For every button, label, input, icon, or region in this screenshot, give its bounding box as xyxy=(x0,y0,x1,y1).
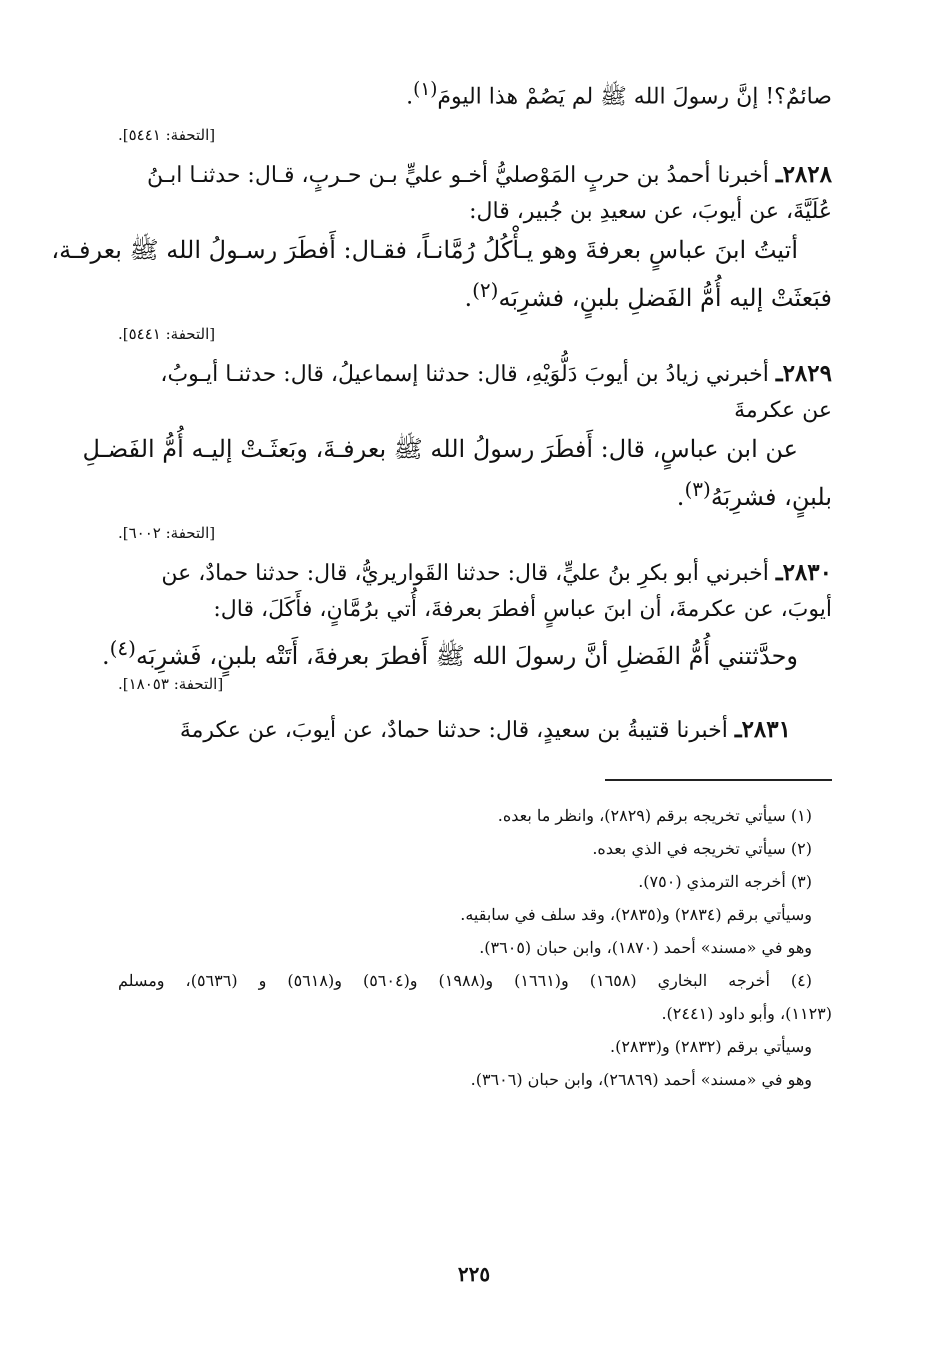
hadith-2829-matn-line: عن ابن عباسٍ، قال: أَفطَرَ رسولُ الله ﷺ بعرفـةَ، وبَعثَـتْ إليـه أُمُّ الفَضـلِ xyxy=(82,435,798,464)
footnote-4-line: (١١٢٣)، وأبو داود (٢٤٤١). xyxy=(661,1004,832,1024)
footnote-3: (٣) أخرجه الترمذي (٧٥٠). xyxy=(638,872,812,892)
hadith-2831-isnad-line xyxy=(118,712,832,749)
hadith-number: ٢٨٣٠ـ xyxy=(775,559,832,587)
hadith-2830-isnad-line xyxy=(118,555,832,592)
hadith-2828-matn-line: فبَعثَتْ إليه أُمُّ الفَضلِ بلبنٍ، فشرِبَه$^{(٢)}$. xyxy=(464,278,832,313)
hadith-2829-matn-line: بلبنٍ، فشرِبَهُ$^{(٣)}$. xyxy=(676,477,832,512)
tuhfa-reference: [التحفة: ٥٤٤١]. xyxy=(118,126,216,145)
hadith-number: ٢٨٣١ـ xyxy=(734,716,791,744)
footnotes xyxy=(118,799,832,1096)
text-line-content: أخبرنا أحمدُ بن حربٍ المَوْصليُّ أخـو عليٍّ بـن حـربٍ، قـال: حدثنـا ابـنُ xyxy=(146,163,769,189)
footnote-3-line: وهو في «مسند» أحمد (١٨٧٠)، وابن حبان (٣٦٠٥). xyxy=(479,938,812,958)
hadith-number: ٢٨٢٩ـ xyxy=(775,360,832,388)
text-line-content: وحدَّثتني أُمُّ الفَضلِ أنَّ رسولَ الله ﷺ أَفطرَ بعرفةَ، أَتَتْه بلبنٍ، فَشرِبَه xyxy=(135,642,798,671)
text-line-content: أخبرنا قتيبةُ بن سعيدٍ، قال: حدثنا حمادٌ، عن أيوبَ، عن عكرمةَ xyxy=(179,718,728,744)
hadith-2828-isnad-line xyxy=(118,157,832,194)
footnote-4-line: وسيأتي برقم (٢٨٣٢) و(٢٨٣٣). xyxy=(610,1037,812,1057)
footnote-1: (١) سيأتي تخريجه برقم (٢٨٢٩)، وانظر ما بعده. xyxy=(497,806,812,826)
text-line-content: صائمٌ؟! إنَّ رسولَ الله ﷺ لم يَصُمْ هذا اليومَ xyxy=(437,84,832,110)
hadith-2830-isnad-line: أيوبَ، عن عكرمةَ، أن ابنَ عباسٍ أفطرَ بعرفةَ، أُتي برُمَّانٍ، فأَكَلَ، قال: xyxy=(213,597,832,623)
footnote-ref[interactable]: (٤) xyxy=(109,636,136,661)
text-line-content: بلبنٍ، فشرِبَهُ xyxy=(710,483,832,512)
hadith-2830-matn-line: وحدَّثتني أُمُّ الفَضلِ أنَّ رسولَ الله ﷺ أَفطرَ بعرفةَ، أَتَتْه بلبنٍ، فَشرِبَه$^{(٤)}$. xyxy=(101,636,798,671)
text-line-content: أخبرني أبو بكرِ بنُ عليٍّ، قال: حدثنا القَواريريُّ، قال: حدثنا حمادٌ، عن xyxy=(161,561,769,587)
page-body xyxy=(51,72,832,1096)
footnote-ref[interactable]: (١) xyxy=(413,79,438,100)
hadith-2829-isnad-line xyxy=(118,356,832,393)
footnote-ref[interactable]: (٣) xyxy=(684,477,711,502)
hadith-2828-isnad-line: عُلَيَّةَ، عن أيوبَ، عن سعيدِ بن جُبير، قال: xyxy=(469,199,832,225)
text-line-content: فبَعثَتْ إليه أُمُّ الفَضلِ بلبنٍ، فشرِبَه xyxy=(498,284,832,313)
hadith-2829-isnad-line: عن عكرمةَ xyxy=(734,398,832,424)
tuhfa-reference: [التحفة: ٦٠٠٢]. xyxy=(118,524,216,543)
text-line: صائمٌ؟! إنَّ رسولَ الله ﷺ لم يَصُمْ هذا اليومَ$^{(١)}$. xyxy=(406,79,832,110)
tuhfa-reference: [التحفة: ٥٤٤١]. xyxy=(118,325,216,344)
hadith-number: ٢٨٢٨ـ xyxy=(775,161,832,189)
footnote-2: (٢) سيأتي تخريجه في الذي بعده. xyxy=(592,839,812,859)
footnote-3-line: وسيأتي برقم (٢٨٣٤) و(٢٨٣٥)، وقد سلف في سابقيه. xyxy=(460,905,812,925)
page-number: ٢٢٥ xyxy=(457,1262,491,1286)
footnote-4: (٤) أخرجه البخاري (١٦٥٨) و(١٦٦١) و(١٩٨٨) و(٥٦٠٤) و(٥٦١٨) و (٥٦٣٦)، ومسلم xyxy=(118,971,813,991)
footnote-separator xyxy=(605,779,832,781)
hadith-2828-matn-line: أتيتُ ابنَ عباسٍ بعرفةَ وهو يـأْكُلُ رُمَّانـاً، فقـال: أَفطَرَ رسـولُ الله ﷺ بعرفـة، xyxy=(51,236,798,265)
tuhfa-reference: [التحفة: ١٨٠٥٣]. xyxy=(118,675,224,694)
footnote-ref[interactable]: (٢) xyxy=(472,278,499,303)
footnote-4-line: وهو في «مسند» أحمد (٢٦٨٦٩)، وابن حبان (٣٦٠٦). xyxy=(470,1070,812,1090)
text-line-content: أخبرني زيادُ بن أيوبَ دَلُّوَيْهِ، قال: حدثنا إسماعيلُ، قال: حدثنـا أيـوبُ، xyxy=(160,362,769,388)
